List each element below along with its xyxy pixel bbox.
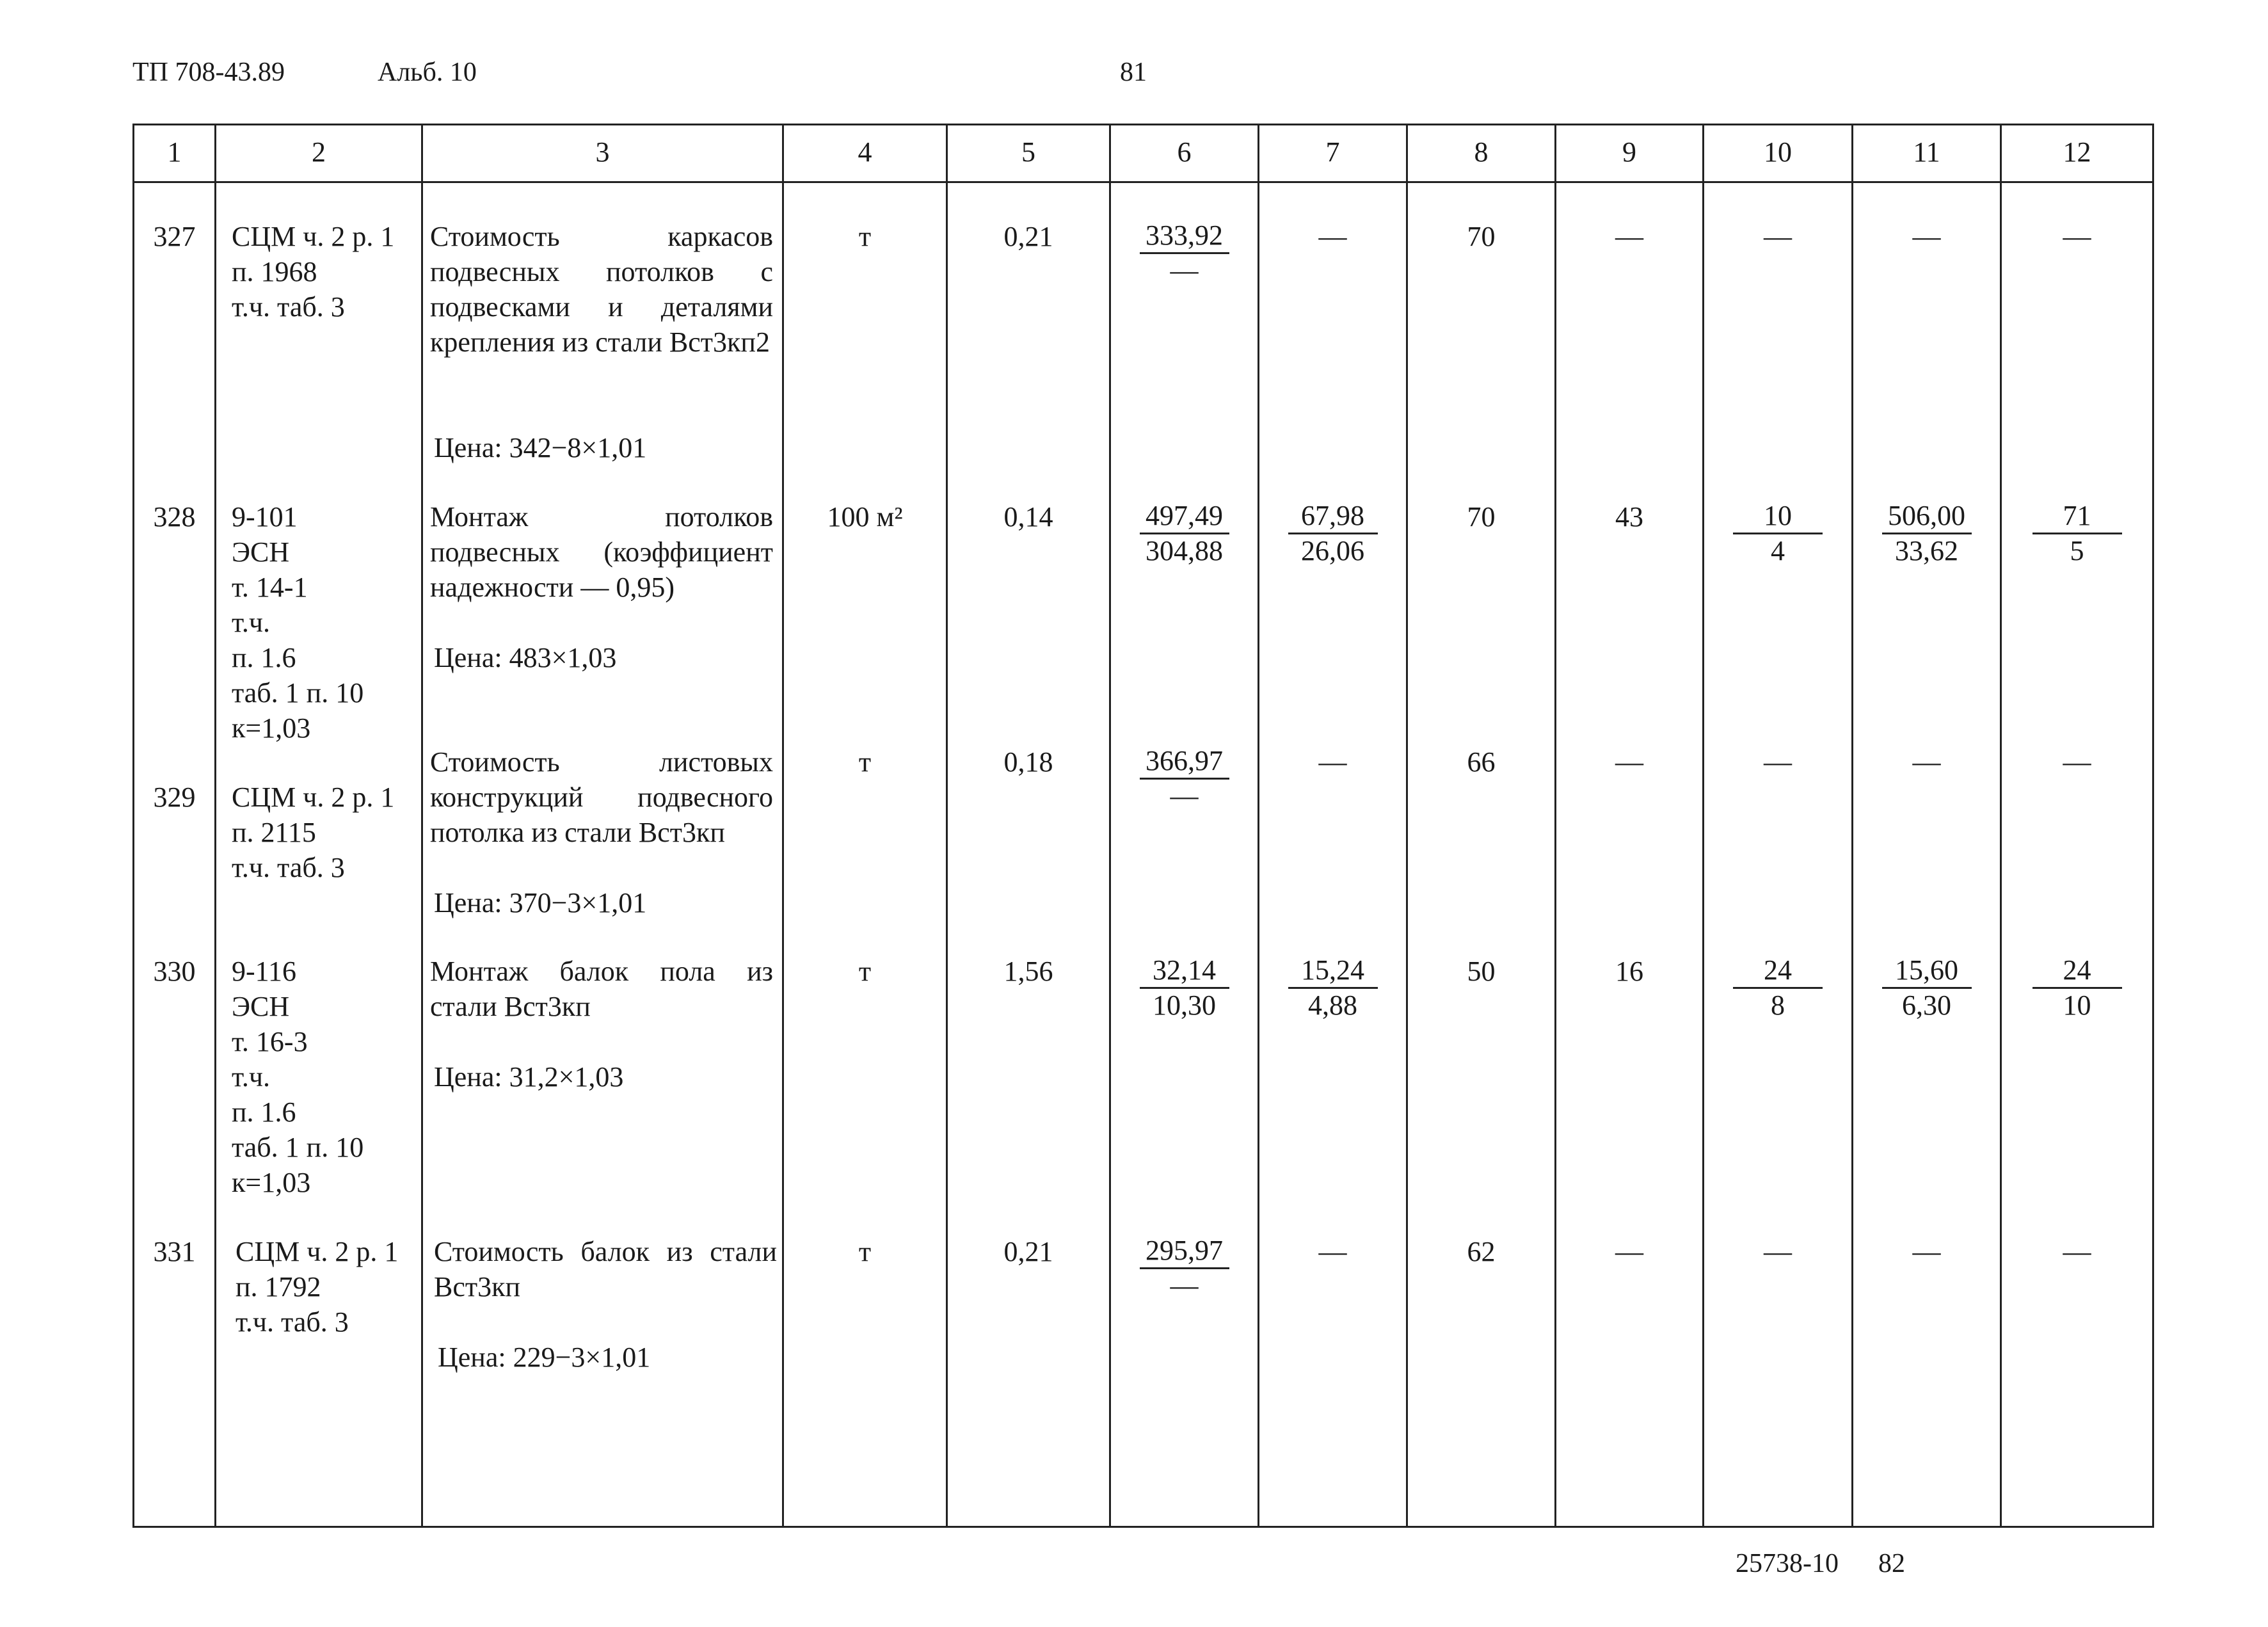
- col12-fraction: [2002, 499, 2152, 568]
- col8-value: 66: [1467, 746, 1496, 778]
- col11-value: —: [1912, 746, 1941, 778]
- footer-page-number: 82: [1878, 1549, 1905, 1578]
- unit: 100 м²: [827, 501, 903, 533]
- price-formula: Цена: 229−3×1,01: [438, 1342, 651, 1373]
- reference: СЦМ ч. 2 р. 1 п. 1968 т.ч. таб. 3: [232, 221, 395, 323]
- column-header: 3: [595, 136, 610, 168]
- column-header: 8: [1474, 136, 1489, 168]
- row-number: 328: [153, 501, 196, 533]
- unit: т: [858, 221, 872, 252]
- col7-fraction: [1259, 499, 1406, 568]
- fraction-denominator: 26,06: [1301, 535, 1364, 566]
- col-border: [2152, 124, 2154, 1527]
- col-border: [1109, 124, 1111, 1527]
- fraction-denominator: 5: [2070, 535, 2084, 566]
- row-number: 329: [153, 781, 196, 813]
- fraction-numerator: 71: [2032, 499, 2122, 534]
- quantity: 0,21: [1003, 1236, 1053, 1267]
- price-formula: Цена: 342−8×1,01: [434, 432, 647, 463]
- col12-value: —: [2063, 221, 2091, 252]
- fraction-denominator: 33,62: [1895, 535, 1958, 566]
- fraction-numerator: 32,14: [1140, 954, 1229, 989]
- column-header: 11: [1913, 136, 1940, 168]
- col-border: [1851, 124, 1853, 1527]
- reference: 9-116 ЭСН т. 16-3 т.ч. п. 1.6 таб. 1 п. 10 к=1,03: [232, 956, 364, 1198]
- col7-value: —: [1318, 1236, 1347, 1267]
- fraction-denominator: —: [1170, 1270, 1199, 1301]
- col9-value: —: [1615, 746, 1643, 778]
- cost-fraction: [1111, 499, 1258, 568]
- unit: т: [858, 1236, 872, 1267]
- column-header: 6: [1177, 136, 1192, 168]
- quantity: 0,14: [1003, 501, 1053, 533]
- col12-fraction: [2002, 954, 2152, 1022]
- col-border: [1554, 124, 1556, 1527]
- row-number: 330: [153, 956, 196, 987]
- fraction-numerator: 366,97: [1140, 744, 1229, 780]
- fraction-denominator: 4,88: [1308, 990, 1357, 1021]
- fraction-numerator: 24: [1733, 954, 1823, 989]
- fraction-denominator: 6,30: [1902, 990, 1951, 1021]
- fraction-numerator: 497,49: [1140, 499, 1229, 534]
- column-header: 7: [1325, 136, 1340, 168]
- col-border: [421, 124, 423, 1527]
- fraction-denominator: —: [1170, 255, 1199, 286]
- col8-value: 62: [1467, 1236, 1496, 1267]
- col9-value: —: [1615, 221, 1643, 252]
- col12-value: —: [2063, 746, 2091, 778]
- work-description: Стоимость балок из стали Вст3кп: [434, 1236, 777, 1302]
- fraction-numerator: 506,00: [1882, 499, 1972, 534]
- col12-value: —: [2063, 1236, 2091, 1267]
- fraction-denominator: 8: [1771, 990, 1785, 1021]
- reference: СЦМ ч. 2 р. 1 п. 1792 т.ч. таб. 3: [236, 1236, 399, 1338]
- col10-fraction: [1704, 499, 1851, 568]
- fraction-numerator: 24: [2032, 954, 2122, 989]
- fraction-numerator: 67,98: [1288, 499, 1378, 534]
- col11-value: —: [1912, 221, 1941, 252]
- work-description: Стоимость каркасов подвесных потолков с подвесками и деталями крепления из стали Вст3кп2: [430, 221, 773, 358]
- col-border: [132, 124, 134, 1527]
- fraction-numerator: 15,24: [1288, 954, 1378, 989]
- work-description: Стоимость листовых конструкций подвесного потолка из стали Вст3кп: [430, 746, 773, 848]
- fraction-numerator: 15,60: [1882, 954, 1972, 989]
- column-header: 12: [2063, 136, 2091, 168]
- col8-value: 70: [1467, 501, 1496, 533]
- album-label: Альб. 10: [378, 58, 477, 87]
- unit: т: [858, 956, 872, 987]
- fraction-numerator: 295,97: [1140, 1234, 1229, 1269]
- col11-value: —: [1912, 1236, 1941, 1267]
- fraction-denominator: —: [1170, 780, 1199, 812]
- fraction-denominator: 4: [1771, 535, 1785, 566]
- col10-value: —: [1764, 1236, 1792, 1267]
- column-header: 10: [1764, 136, 1792, 168]
- price-formula: Цена: 370−3×1,01: [434, 887, 647, 918]
- reference: 9-101 ЭСН т. 14-1 т.ч. п. 1.6 таб. 1 п. 10 к=1,03: [232, 501, 364, 744]
- cost-fraction: [1111, 744, 1258, 813]
- cost-fraction: [1111, 1234, 1258, 1302]
- column-header: 2: [312, 136, 326, 168]
- col-border: [1702, 124, 1704, 1527]
- cost-fraction: [1111, 954, 1258, 1022]
- column-header: 9: [1622, 136, 1636, 168]
- quantity: 0,18: [1003, 746, 1053, 778]
- row-number: 327: [153, 221, 196, 252]
- reference: СЦМ ч. 2 р. 1 п. 2115 т.ч. таб. 3: [232, 781, 395, 883]
- column-header: 4: [858, 136, 872, 168]
- col-border: [946, 124, 948, 1527]
- col7-fraction: [1259, 954, 1406, 1022]
- fraction-numerator: 10: [1733, 499, 1823, 534]
- quantity: 1,56: [1003, 956, 1053, 987]
- price-formula: Цена: 483×1,03: [434, 642, 617, 673]
- col-border: [2000, 124, 2002, 1527]
- footer-document-number: 25738-10: [1736, 1549, 1839, 1578]
- unit: т: [858, 746, 872, 778]
- col-border: [1258, 124, 1259, 1527]
- col10-fraction: [1704, 954, 1851, 1022]
- col8-value: 70: [1467, 221, 1496, 252]
- col9-value: 16: [1615, 956, 1643, 987]
- col7-value: —: [1318, 746, 1347, 778]
- row-number: 331: [153, 1236, 196, 1267]
- col9-value: 43: [1615, 501, 1643, 533]
- column-header: 5: [1021, 136, 1035, 168]
- col10-value: —: [1764, 221, 1792, 252]
- cost-fraction: [1111, 219, 1258, 287]
- col11-fraction: [1853, 499, 2000, 568]
- document-code: ТП 708-43.89: [132, 58, 285, 87]
- work-description: Монтаж потолков подвесных (коэффициент надежности — 0,95): [430, 501, 773, 603]
- col10-value: —: [1764, 746, 1792, 778]
- price-formula: Цена: 31,2×1,03: [434, 1061, 624, 1093]
- fraction-denominator: 10: [2063, 990, 2091, 1021]
- fraction-denominator: 10,30: [1153, 990, 1216, 1021]
- col11-fraction: [1853, 954, 2000, 1022]
- fraction-numerator: 333,92: [1140, 219, 1229, 254]
- column-header: 1: [167, 136, 182, 168]
- quantity: 0,21: [1003, 221, 1053, 252]
- col-border: [1406, 124, 1408, 1527]
- page-number: 81: [1120, 58, 1147, 87]
- work-description: Монтаж балок пола из стали Вст3кп: [430, 956, 773, 1022]
- col9-value: —: [1615, 1236, 1643, 1267]
- col7-value: —: [1318, 221, 1347, 252]
- col8-value: 50: [1467, 956, 1496, 987]
- col-border: [214, 124, 216, 1527]
- fraction-denominator: 304,88: [1146, 535, 1223, 566]
- col-border: [782, 124, 784, 1527]
